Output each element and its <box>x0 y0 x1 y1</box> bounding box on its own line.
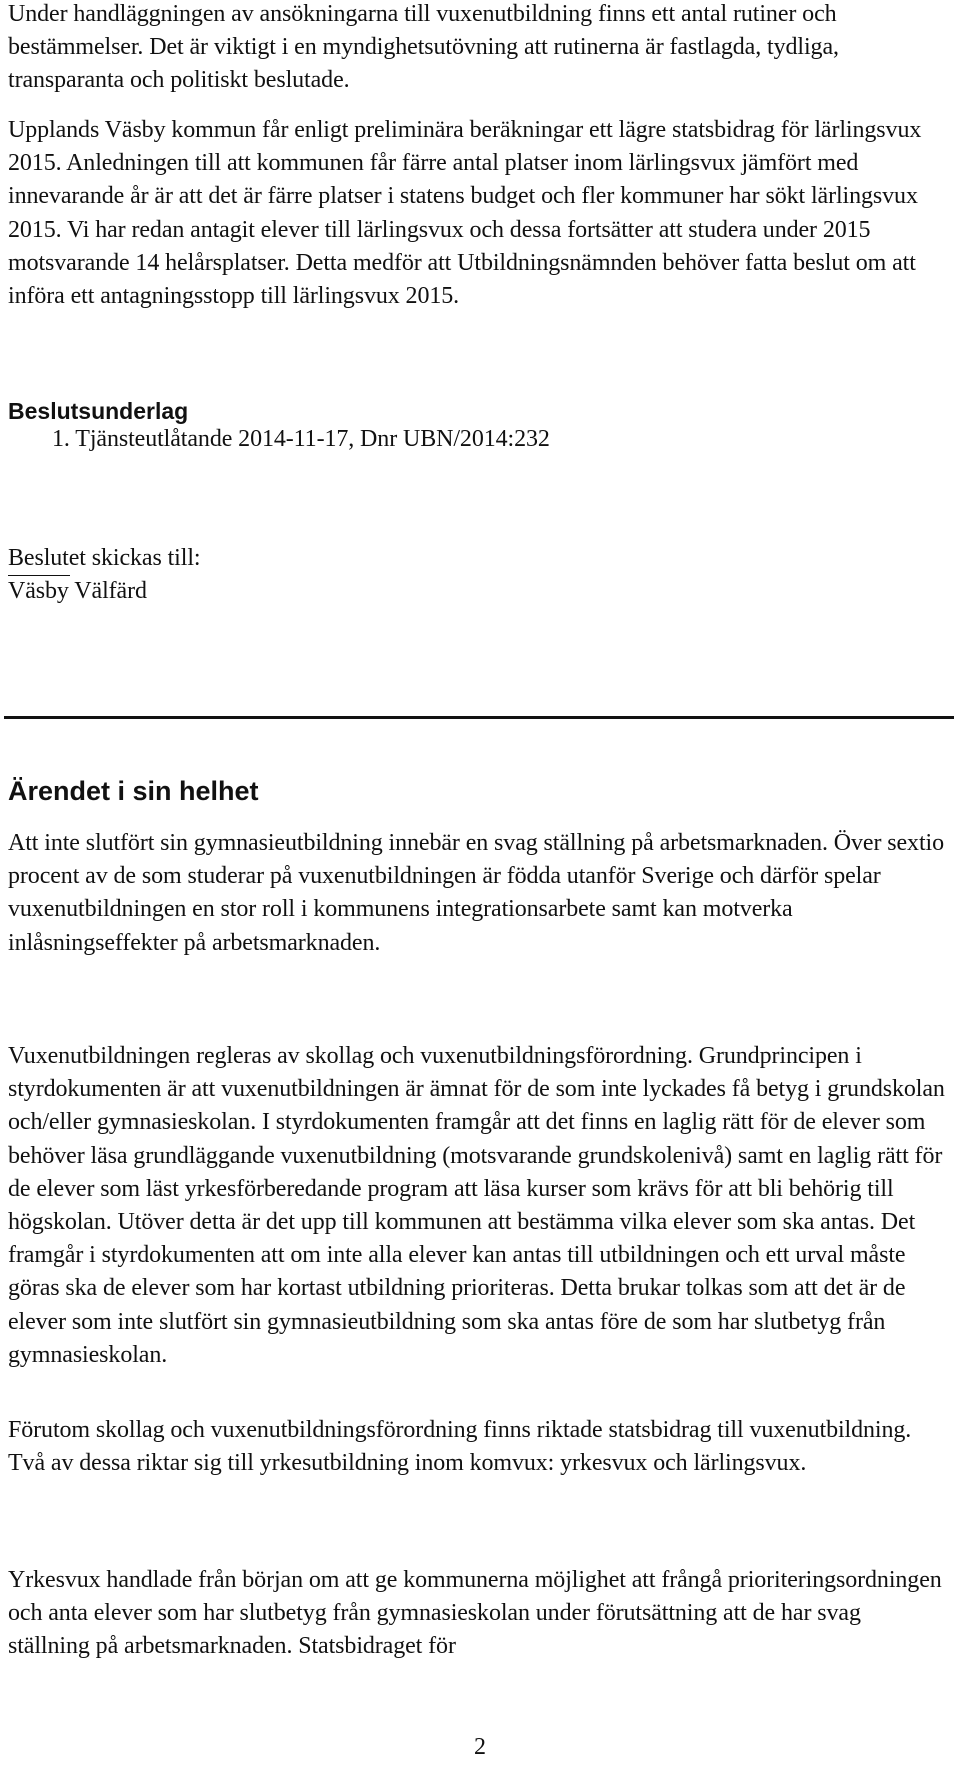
larlingsvux-paragraph: Upplands Väsby kommun får enligt preliminära beräkningar ett lägre statsbidrag för lärlingsvux 2015. Anledningen till att kommunen får färre antal platser inom lärlingsvux jämfört med innevarande år är att det är färre platser i statens budget och fler kommuner har sökt lärlingsvux 2015. Vi har redan antagit elever till lärlingsvux och dessa fortsätter att studera under 2015 motsvarande 14 helårsplatser. Detta medför att Utbildningsnämnden behöver fatta beslut om att införa ett antagningsstopp till lärlingsvux 2015. <box>8 117 922 310</box>
arendet-paragraph: Förutom skollag och vuxenutbildningsförordning finns riktade statsbidrag till vuxenutbildning. Två av dessa riktar sig till yrkesutbildning inom komvux: yrkesvux och lärlingsvux. <box>8 1417 912 1477</box>
arendet-heading: Ärendet i sin helhet <box>8 776 259 806</box>
intro-paragraph: Under handläggningen av ansökningarna till vuxenutbildning finns ett antal rutiner och bestämmelser. Det är viktigt i en myndighetsutövning att rutinerna är fastlagda, tydliga, transparanta och politiskt beslutade. <box>8 1 839 94</box>
arendet-paragraph: Att inte slutfört sin gymnasieutbildning innebär en svag ställning på arbetsmarknaden. Över sextio procent av de som studerar på vuxenutbildningen är födda utanför Sverige och därför spelar vuxenutbildningen en stor roll i kommunens integrationsarbete samt kan motverka inlåsningseffekter på arbetsmarknaden. <box>8 830 944 956</box>
arendet-paragraph: Vuxenutbildningen regleras av skollag och vuxenutbildningsförordning. Grundprincipen i styrdokumenten är att vuxenutbildningen är ämnat för de som inte lyckades få betyg i grundskolan och/eller gymnasieskolan. I styrdokumenten framgår att det finns en laglig rätt för de elever som behöver läsa grundläggande vuxenutbildning (motsvarande grundskolenivå) samt en laglig rätt för de elever som läst yrkesförberedande program att läsa kurser som krävs för att bli behörig till högskolan. Utöver detta är det upp till kommunen att bestämma vilka elever som ska antas. Det framgår i styrdokumenten att om inte alla elever kan antas till utbildningen och ett urval måste göras ska de elever som har kortast utbildning prioriteras. Detta brukar tolkas som att det är de elever som inte slutfört sin gymnasieutbildning som ska antas före de som har slutbetyg från gymnasieskolan. <box>8 1043 945 1368</box>
page-number: 2 <box>474 1734 486 1760</box>
distribution-label: Beslutet skickas till: <box>8 545 201 571</box>
section-divider <box>4 716 954 719</box>
beslutsunderlag-item: 1. Tjänsteutlåtande 2014-11-17, Dnr UBN/2014:232 <box>52 426 550 452</box>
arendet-paragraph: Yrkesvux handlade från början om att ge kommunerna möjlighet att frångå prioriteringsordningen och anta elever som har slutbetyg från gymnasieskolan under förutsättning att de har svag ställning på arbetsmarknaden. Statsbidraget för <box>8 1567 942 1660</box>
beslutsunderlag-heading: Beslutsunderlag <box>8 398 189 424</box>
distribution-recipient: Väsby Välfärd <box>8 578 147 604</box>
